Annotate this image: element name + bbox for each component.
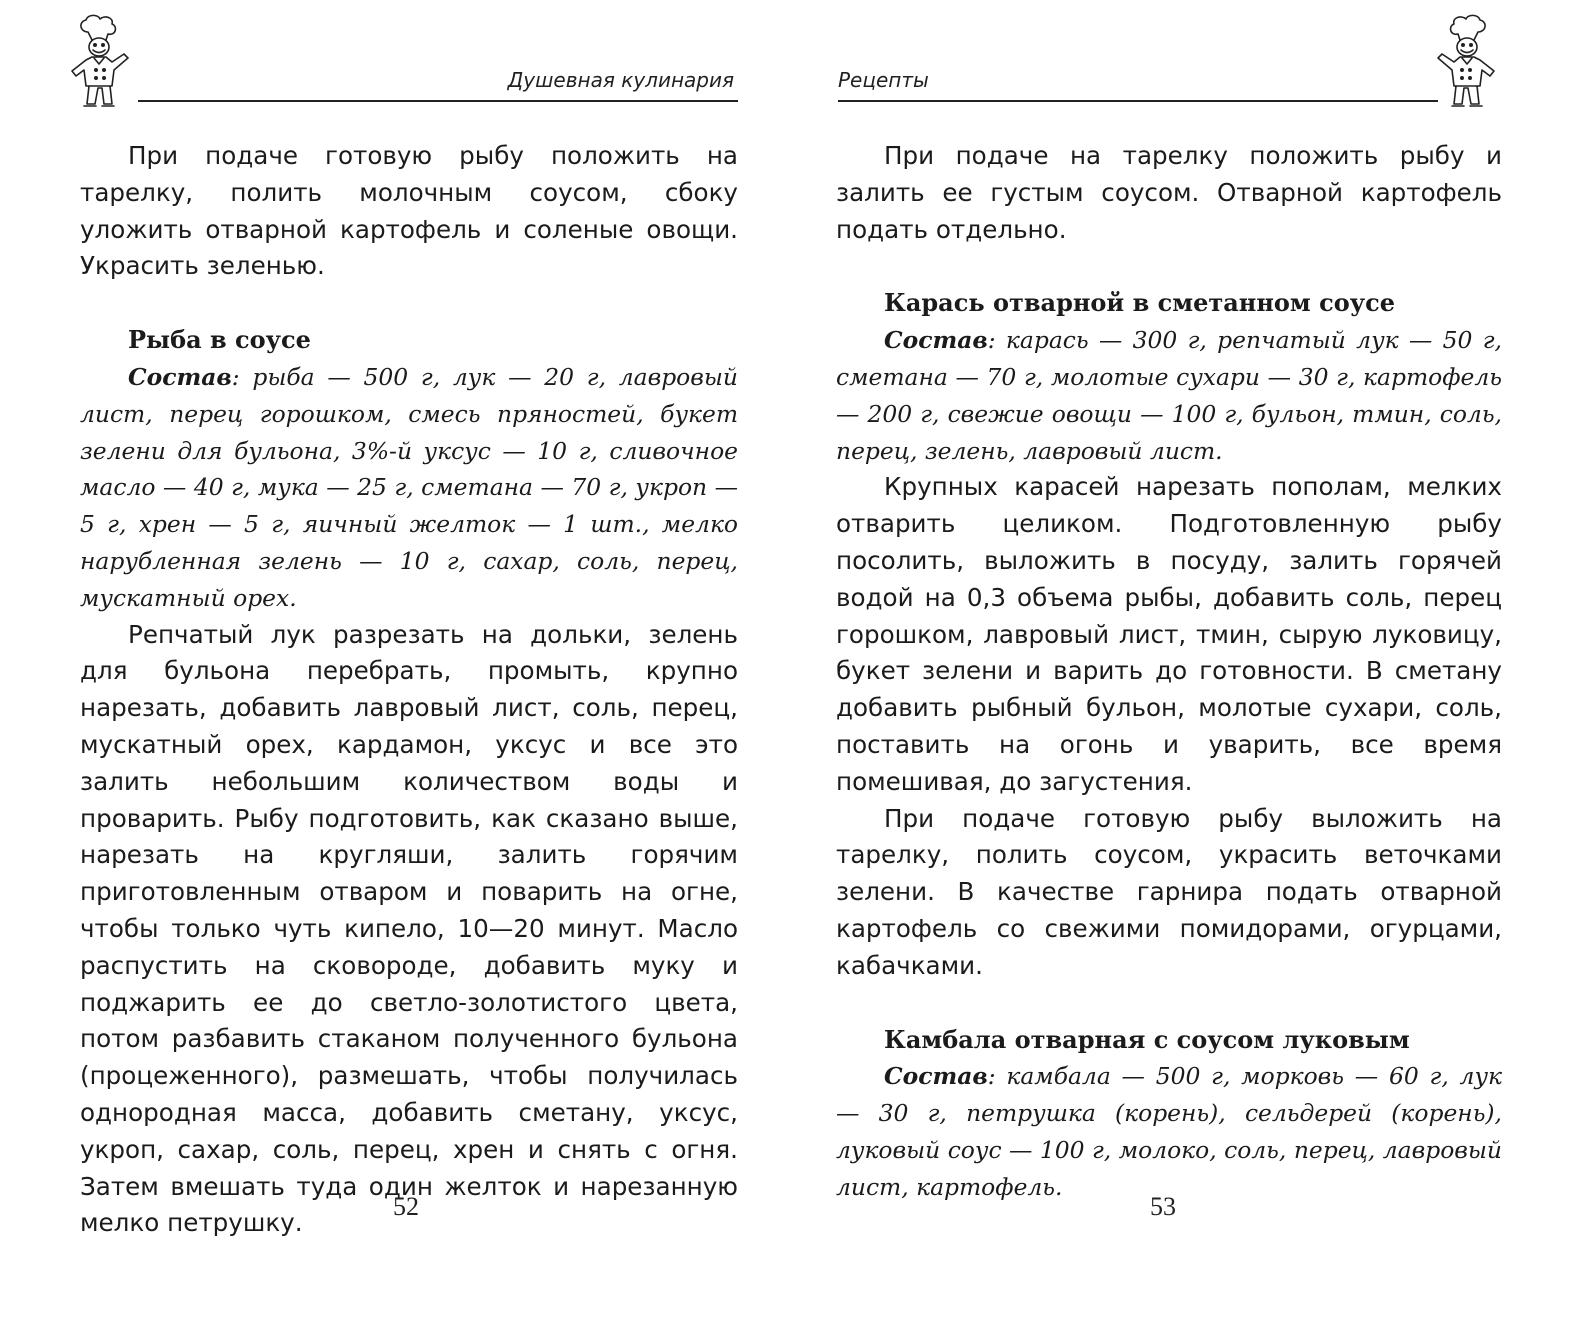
recipe-title: Карась отварной в сметанном соусе: [884, 288, 1395, 318]
page-number: 53: [1150, 1192, 1176, 1221]
paragraph-gap: [80, 285, 738, 322]
ingredients-list: : карась — 300 г, репчатый лук — 50 г, сметана — 70 г, молотые сухари — 30 г, картофель — 200 г, свежие овощи — 100 г, бульон, тмин, соль, перец, зелень, лавровый лист.: [836, 326, 1502, 465]
chef-icon: [1428, 14, 1504, 112]
instructions-paragraph: Крупных карасей нарезать пополам, мелких отварить целиком. Подготовленную рыбу посолить, выложить в посуду, залить горячей водой на 0,3 объема рыбы, добавить соль, перец горошком, лавровый лист, тмин, сырую луковицу, букет зелени и варить до готовности. В сметану добавить рыбный бульон, молотые сухари, соль, поставить на огонь и уварить, все время помешивая, до загустения.: [836, 472, 1502, 796]
intro-paragraph: При подаче на тарелку положить рыбу и залить ее густым соусом. Отварной картофель подать отдельно.: [836, 141, 1502, 244]
ingredients-list: : камбала — 500 г, морковь — 60 г, лук — 30 г, петрушка (корень), сельдерей (корень), луковый соус — 100 г, молоко, соль, перец, лавровый лист, картофель.: [836, 1062, 1502, 1201]
ingredients-paragraph: [836, 322, 1502, 469]
ingredients-label: Состав: [128, 362, 232, 391]
instructions-paragraph: При подаче готовую рыбу выложить на тарелку, полить соусом, украсить веточками зелени. В качестве гарнира подать отварной картофель со свежими помидорами, огурцами, кабачками.: [836, 803, 1502, 980]
intro-paragraph: При подаче готовую рыбу положить на тарелку, полить молочным соусом, сбоку уложить отварной картофель и соленые овощи. Украсить зеленью.: [80, 141, 738, 281]
recipe-title: Рыба в соусе: [128, 325, 311, 355]
header-rule: [838, 100, 1438, 102]
paragraph-gap: [836, 985, 1502, 1022]
ingredients-label: Состав: [884, 1062, 988, 1091]
running-head: Рецепты: [838, 68, 929, 92]
page-number: 52: [393, 1192, 419, 1221]
instructions-paragraph: Репчатый лук разрезать на дольки, зелень для бульона перебрать, промыть, крупно нарезать, добавить лавровый лист, соль, перец, мускатный орех, кардамон, уксус и все это залить небольшим количеством воды и проварить. Рыбу подготовить, как сказано выше, нарезать на кругляши, залить горячим приготовленным отваром и поварить на огне, чтобы только чуть кипело, 10—20 минут. Масло распустить на сковороде, добавить муку и поджарить ее до светло-золотистого цвета, потом разбавить стаканом полученного бульона (процеженного), размешать, чтобы получилась однородная масса, добавить сметану, уксус, укроп, сахар, соль, перец, хрен и снять с огня. Затем вмешать туда один желток и нарезанную мелко петрушку.: [80, 619, 738, 1238]
ingredients-list: : рыба — 500 г, лук — 20 г, лавровый лист, перец горошком, смесь пряностей, букет зелени для бульона, 3%-й уксус — 10 г, сливочное масло — 40 г, мука — 25 г, сметана — 70 г, укроп — 5 г, хрен — 5 г, яичный желток — 1 шт., мелко нарубленная зелень — 10 г, сахар, соль, перец, мускатный орех.: [80, 362, 738, 612]
right-page: [798, 0, 1596, 1329]
page-body: [80, 138, 738, 1242]
recipe-title: Камбала отварная с соусом луковым: [884, 1024, 1410, 1054]
ingredients-paragraph: [80, 359, 738, 617]
running-head: Душевная кулинария: [507, 68, 734, 92]
paragraph-gap: [836, 248, 1502, 285]
header-rule: [138, 100, 738, 102]
chef-icon: [62, 14, 138, 112]
ingredients-label: Состав: [884, 326, 988, 355]
ingredients-paragraph: [836, 1058, 1502, 1205]
page-body: [836, 138, 1502, 1206]
